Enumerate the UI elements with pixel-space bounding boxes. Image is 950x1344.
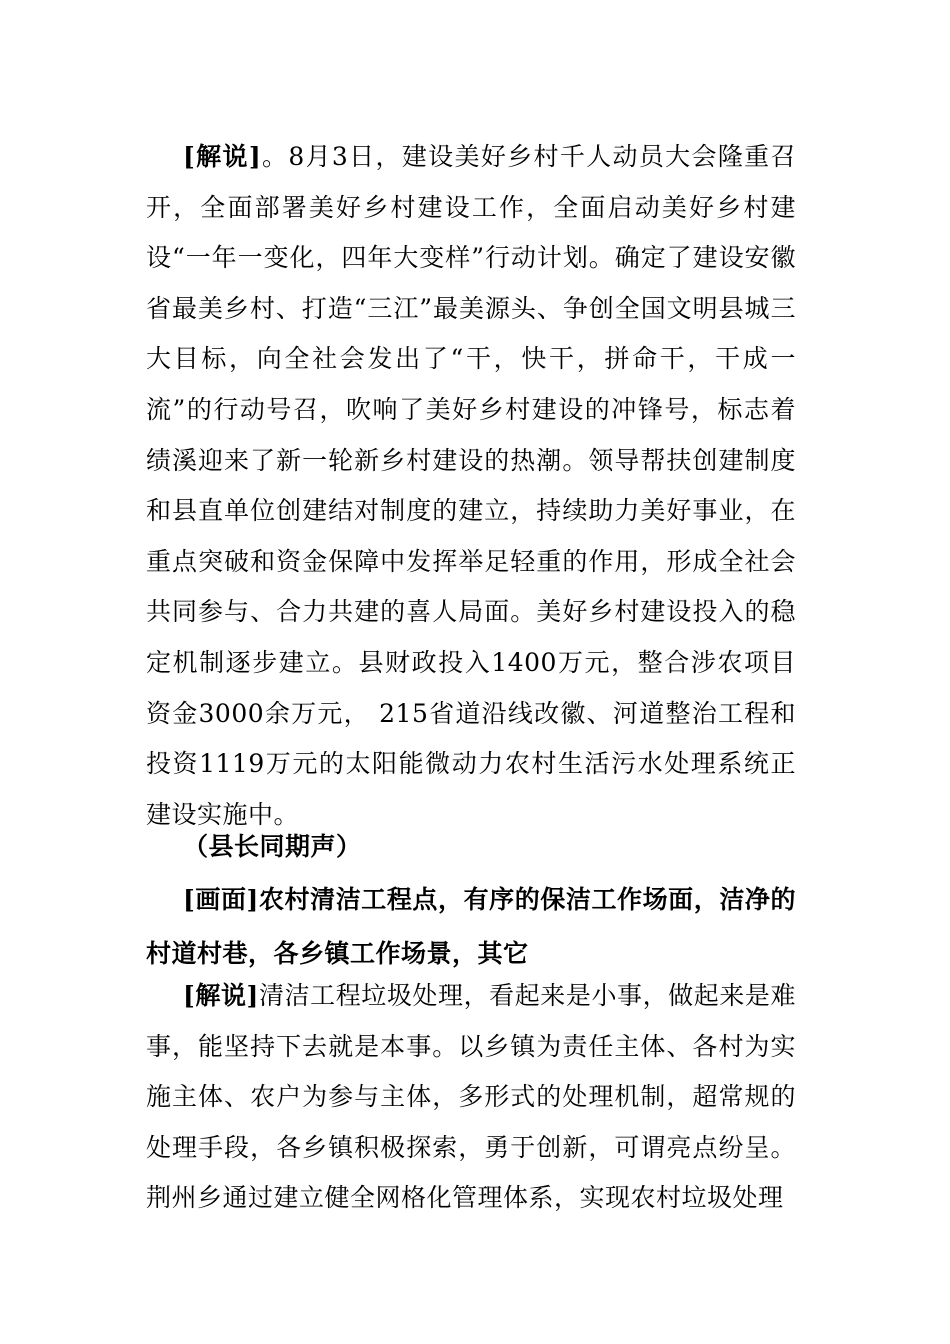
scene-tag: [画面] [183,885,259,914]
narration-paragraph-1 [146,132,796,840]
scene-text: 农村清洁工程点，有序的保洁工作场面，洁净的村道村巷，各乡镇工作场景，其它 [146,885,796,968]
county-head-sync-sound [146,820,796,874]
narration-text: 清洁工程垃圾处理，看起来是小事，做起来是难事，能坚持下去就是本事。以乡镇为责任主体、各村为实施主体、农户为参与主体，多形式的处理机制，超常规的处理手段，各乡镇积极探索，勇于创新，可谓亮点纷呈。荆州乡通过建立健全网格化管理体系，实现农村垃圾处理 [146,981,796,1213]
sync-sound-label: （县长同期声） [183,832,362,861]
narration-tag: [解说] [183,142,262,171]
scene-paragraph [146,873,796,981]
narration-text: 。8月3日，建设美好乡村千人动员大会隆重召开，全面部署美好乡村建设工作，全面启动美好乡村建设“一年一变化，四年大变样”行动计划。确定了建设安徽省最美乡村、打造“三江”最美源头、争创全国文明县城三大目标，向全社会发出了“干，快干，拼命干，干成一流”的行动号召，吹响了美好乡村建设的冲锋号，标志着绩溪迎来了新一轮新乡村建设的热潮。领导帮扶创建制度和县直单位创建结对制度的建立，持续助力美好事业，在重点突破和资金保障中发挥举足轻重的作用，形成全社会共同参与、合力共建的喜人局面。美好乡村建设投入的稳定机制逐步建立。县财政投入1400万元，整合涉农项目资金3000余万元， 215省道沿线改徽、河道整治工程和投资1119万元的太阳能微动力农村生活污水处理系统正建设实施中。 [146,142,796,829]
narration-paragraph-2 [146,971,796,1224]
narration-tag: [解说] [183,981,259,1010]
